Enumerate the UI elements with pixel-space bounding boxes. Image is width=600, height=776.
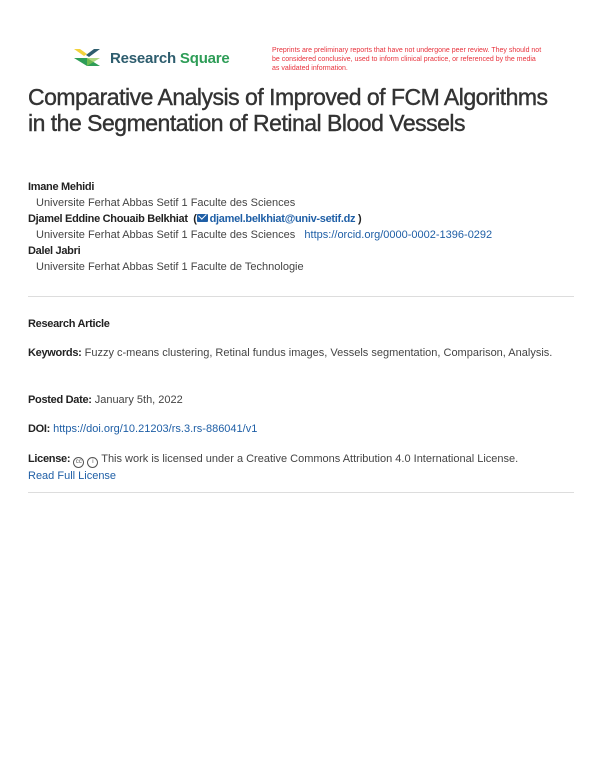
posted-date-value: January 5th, 2022 xyxy=(94,394,183,406)
author-email-link[interactable]: djamel.belkhiat@univ-setif.dz xyxy=(209,213,356,225)
author-affiliation: Universite Ferhat Abbas Setif 1 Faculte des Sciences xyxy=(36,197,296,209)
divider xyxy=(28,492,574,493)
author-list xyxy=(28,180,588,276)
affiliation-text: Universite Ferhat Abbas Setif 1 Faculte des Sciences xyxy=(36,229,296,241)
research-square-logo-icon xyxy=(72,46,102,70)
author-name: Dalel Jabri xyxy=(28,245,81,257)
doi xyxy=(28,421,574,437)
keywords xyxy=(28,345,574,361)
preprint-disclaimer: Preprints are preliminary reports that have not undergone peer review. They should not be considered conclusive, used to inform clinical practice, or referenced by the media as validated information. xyxy=(272,47,542,72)
paper-title: Comparative Analysis of Improved of FCM Algorithms in the Segmentation of Retinal Blood Vessels xyxy=(28,84,548,136)
email-icon xyxy=(197,214,208,222)
license xyxy=(28,451,574,484)
author-affiliation: Universite Ferhat Abbas Setif 1 Faculte de Technologie xyxy=(36,261,304,273)
attribution-icon: i xyxy=(87,457,98,468)
read-full-license-link[interactable]: Read Full License xyxy=(28,470,117,482)
article-type: Research Article xyxy=(28,318,110,330)
license-text: This work is licensed under a Creative Commons Attribution 4.0 International License. xyxy=(101,453,519,465)
cc-icon: cc xyxy=(73,457,84,468)
posted-date xyxy=(28,392,574,408)
divider xyxy=(28,296,574,297)
author-name: Imane Mehidi xyxy=(28,181,95,193)
doi-link[interactable]: https://doi.org/10.21203/rs.3.rs-886041/v1 xyxy=(53,423,258,435)
author-affiliation xyxy=(28,227,588,244)
orcid-link[interactable]: https://orcid.org/0000-0002-1396-0292 xyxy=(304,229,493,241)
posted-date-label: Posted Date: xyxy=(28,394,92,406)
logo-text-research: Research xyxy=(110,49,176,67)
logo-text-square: Square xyxy=(179,49,230,67)
license-label: License: xyxy=(28,453,71,465)
author-name: Djamel Eddine Chouaib Belkhiat ( djamel.belkhiat@univ-setif.dz ) xyxy=(28,213,362,225)
keywords-label: Keywords: xyxy=(28,347,82,359)
author-name-text: Djamel Eddine Chouaib Belkhiat xyxy=(28,213,188,225)
keywords-value: Fuzzy c-means clustering, Retinal fundus images, Vessels segmentation, Comparison, Analysis. xyxy=(84,347,553,359)
doi-label: DOI: xyxy=(28,423,51,435)
research-square-logo[interactable] xyxy=(72,46,230,70)
